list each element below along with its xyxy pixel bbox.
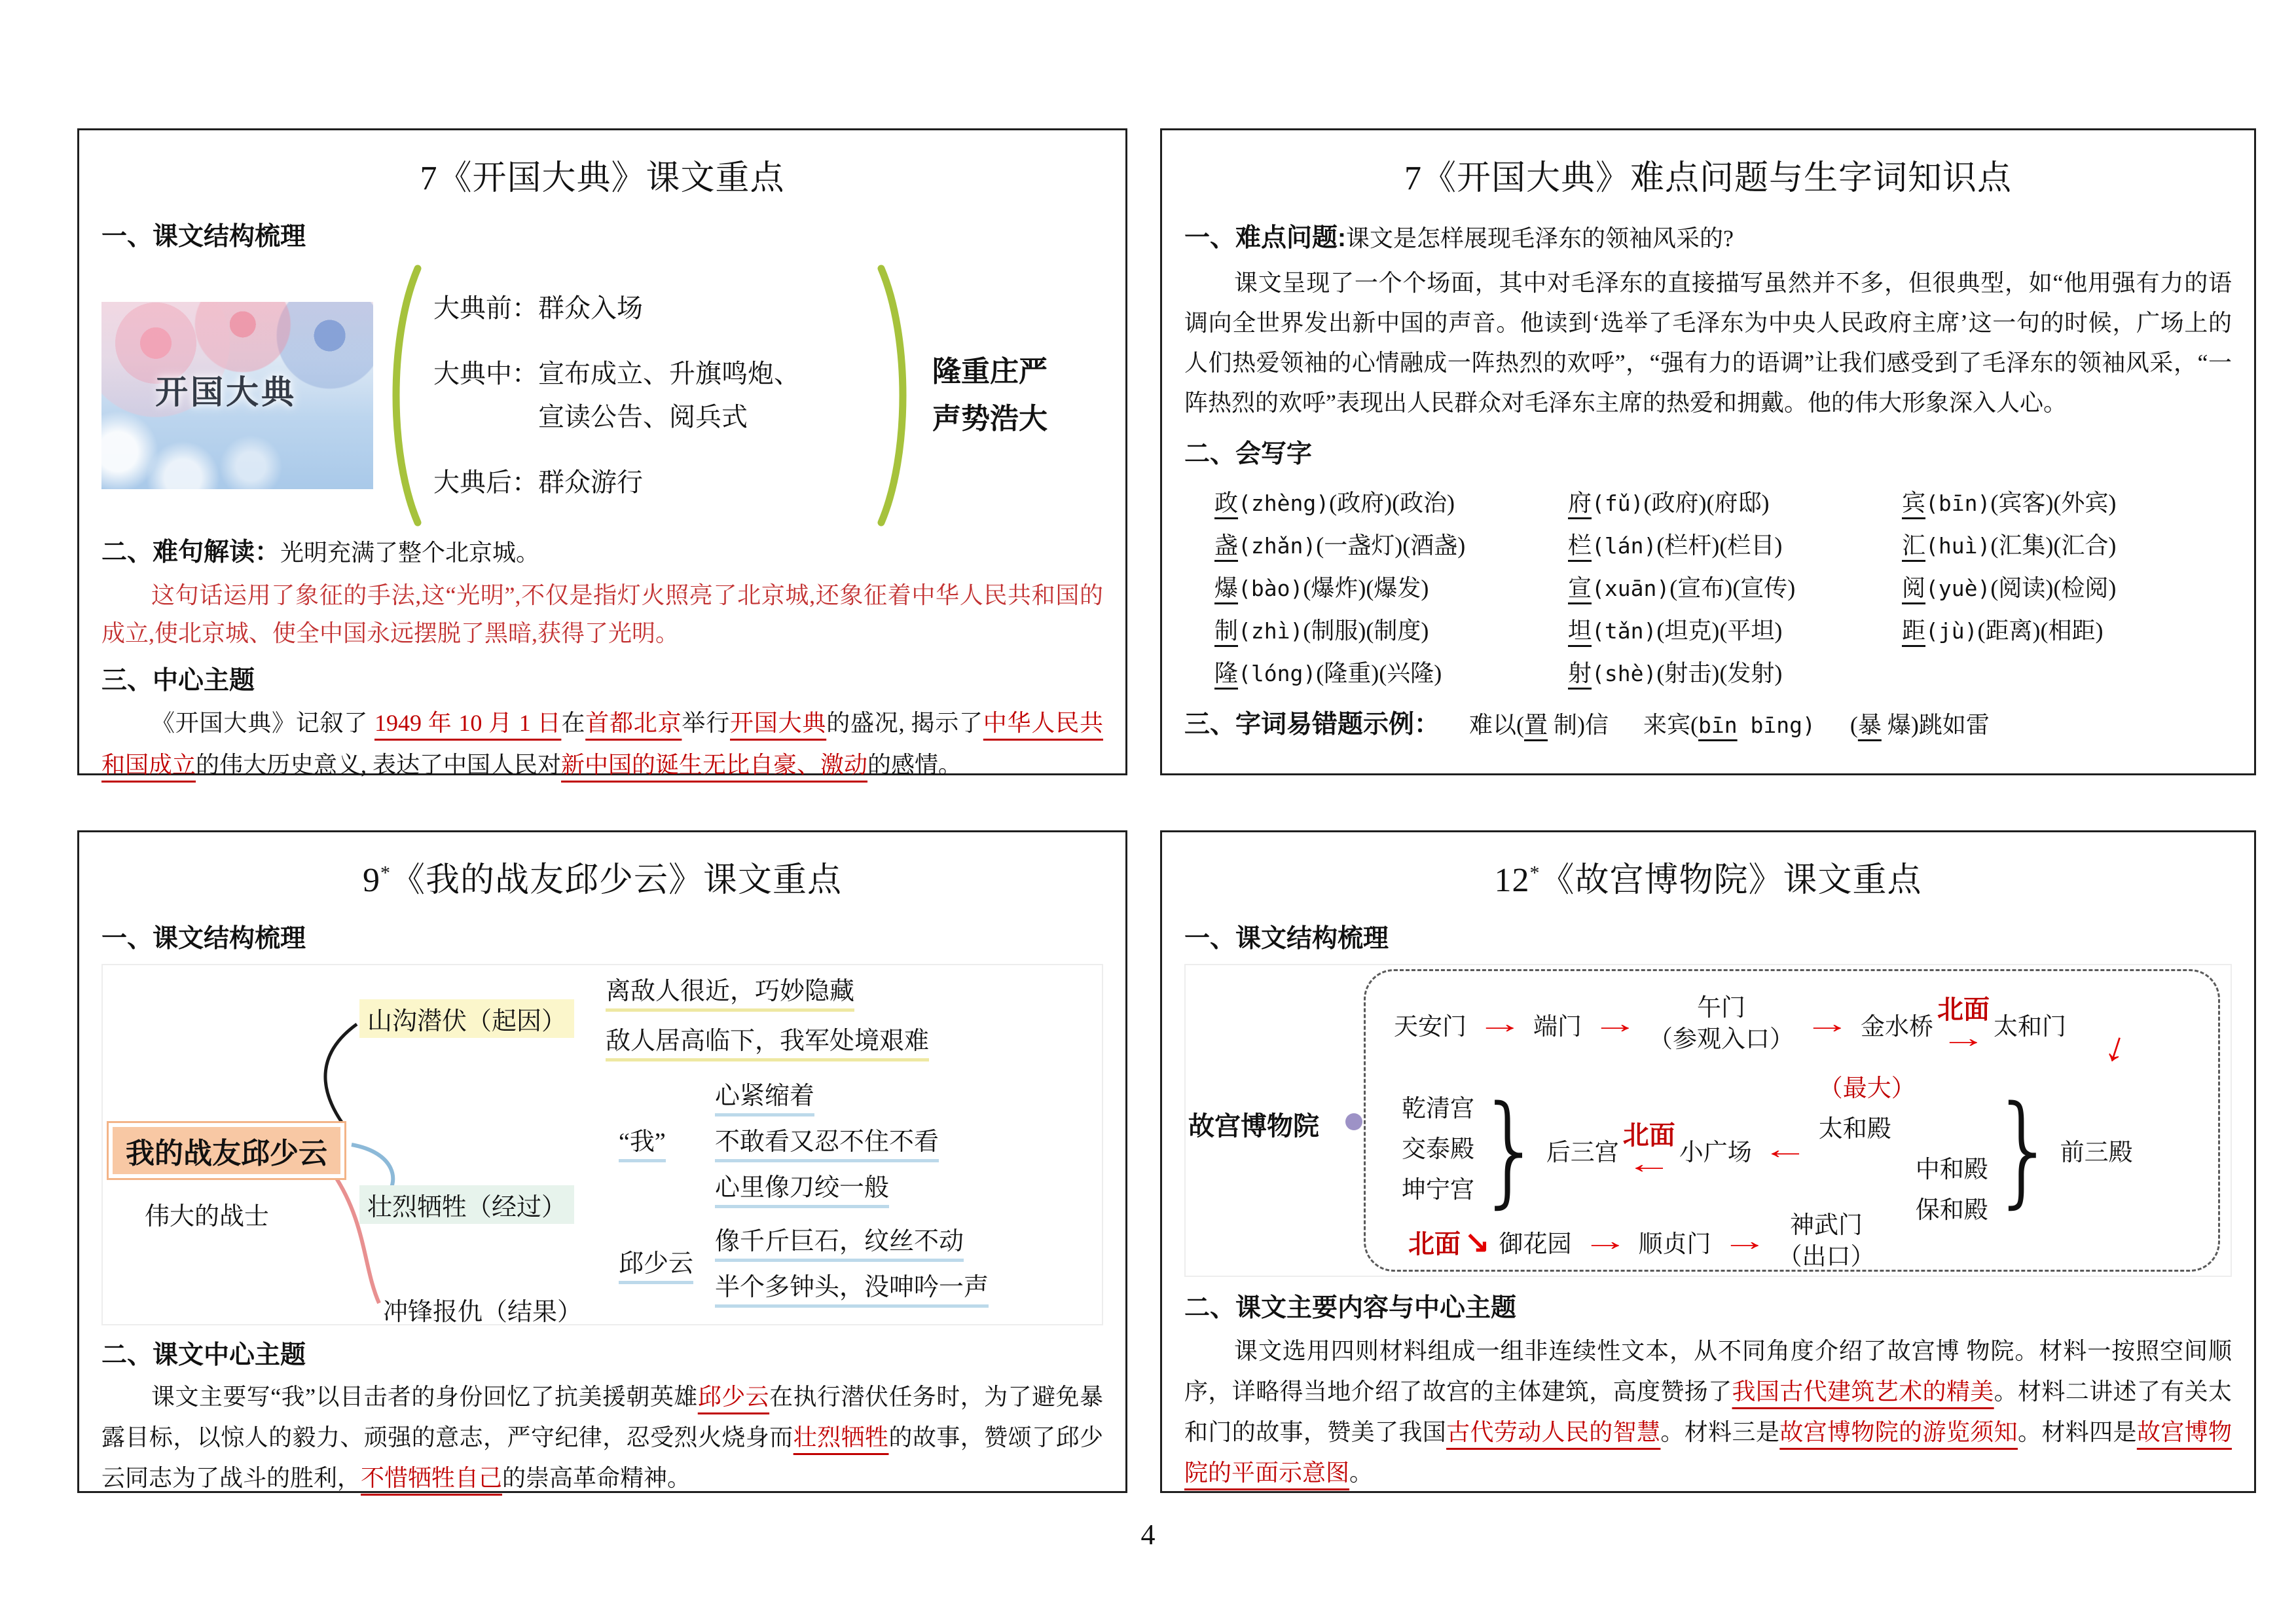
- lesson-number: 9: [362, 862, 380, 899]
- pinyin: (zhèng): [1238, 490, 1330, 516]
- pinyin: (bīn): [1925, 490, 1991, 516]
- head-char: 阅: [1902, 575, 1926, 601]
- page-title: 7《开国大典》难点问题与生字词知识点: [1404, 160, 2012, 197]
- route-node-sub: （出口）: [1777, 1244, 1875, 1270]
- head-char: 射: [1568, 660, 1592, 686]
- pinyin: (lóng): [1238, 661, 1317, 686]
- palace-name: 乾清宫: [1402, 1096, 1474, 1122]
- summary-line: 隆重庄严: [932, 356, 1048, 388]
- arrow-right-icon: →: [1476, 1009, 1523, 1039]
- text-segment: 的崇高革命精神。: [502, 1465, 691, 1491]
- words-column: [1902, 482, 2116, 695]
- highlight-segment: 壮烈牺牲: [793, 1424, 889, 1450]
- arrow-right-icon: →: [1940, 1024, 1987, 1054]
- word-entry: [1214, 567, 1568, 610]
- word-entry: [1902, 525, 2116, 567]
- route-row-2: [1402, 1069, 2133, 1231]
- example-words: (一盏灯)(酒盏): [1316, 532, 1466, 559]
- hard-sentence-line: [101, 533, 1103, 572]
- right-brace-shape: [875, 265, 917, 526]
- pinyin: (shè): [1592, 661, 1657, 686]
- arrow-down-right-icon: ↘: [1465, 1225, 1490, 1259]
- palace-name: 太和殿: [1818, 1116, 1891, 1143]
- word-entry: [1902, 610, 2116, 652]
- list-item: 大典中：宣布成立、升旗鸣炮、: [433, 359, 800, 388]
- map-sub-label-qiu: 邱少云: [619, 1243, 693, 1284]
- labeled-arrow: [1937, 995, 1990, 1053]
- highlight-segment: 古代劳动人民的智慧: [1446, 1419, 1661, 1445]
- underlined-answer: bīn: [1698, 712, 1738, 738]
- word-entry: [1568, 525, 1902, 567]
- text-segment: 难以(: [1469, 712, 1525, 738]
- map-sub-label-me: “我”: [619, 1121, 666, 1162]
- word-entry: [1902, 567, 2116, 610]
- word-entry: [1568, 610, 1902, 652]
- lesson-number: 12: [1494, 862, 1530, 899]
- head-char: 栏: [1568, 532, 1592, 559]
- max-label: （最大）: [1818, 1075, 1916, 1102]
- example-words: (隆重)(兴隆): [1316, 660, 1442, 686]
- text-segment: (: [1850, 712, 1858, 738]
- text-segment: 来宾(: [1643, 712, 1699, 738]
- hard-sentence-note: 这句话运用了象征的手法,这“光明”,不仅是指灯火照亮了北京城,还象征着中华人民共和国的成立,使北京城、使全中国永远摆脱了黑暗,获得了光明。: [101, 582, 1103, 646]
- underlined-answer: 置: [1524, 712, 1548, 738]
- head-char: 坦: [1568, 618, 1592, 644]
- highlight-segment: 故宫博物院的游览须知: [1779, 1419, 2018, 1445]
- word-entry: [1214, 482, 1568, 525]
- summary-label: [932, 348, 1048, 443]
- section-head-hard-sentence: 二、难句解读：: [101, 538, 281, 566]
- example-words: (坦克)(平坦): [1656, 618, 1783, 644]
- brace-icon: }: [1477, 1079, 1544, 1220]
- text-segment: 课文选用四则材料组成一组非连续性文本，从不同角度介绍了故宫博 物院。材料一按照空间顺序，详略得当地介绍了故宫的主体建筑，高度赞扬了: [1184, 1338, 2232, 1405]
- text-segment: bīng): [1737, 712, 1815, 738]
- pinyin: (tǎn): [1592, 618, 1657, 644]
- fireworks-image: [101, 302, 373, 489]
- word-entry: [1214, 525, 1568, 567]
- text-segment: 在: [561, 710, 586, 736]
- map-center-subtitle: 伟大的战士: [145, 1203, 270, 1230]
- panel-qiushaoyun-keypoints: [77, 830, 1127, 1493]
- palace-name: 坤宁宫: [1402, 1177, 1474, 1204]
- example-words: (射击)(发射): [1656, 660, 1783, 686]
- panel-kaiguodadian-words: [1160, 128, 2256, 775]
- page-title: 7《开国大典》课文重点: [420, 160, 785, 197]
- image-caption: 开国大典: [155, 374, 297, 411]
- head-char: 府: [1568, 490, 1592, 516]
- head-char: 政: [1214, 490, 1239, 516]
- north-label: 北面: [1408, 1229, 1461, 1259]
- route-node: 御花园: [1499, 1231, 1572, 1258]
- text-segment: 的盛况, 揭示了: [826, 710, 983, 736]
- example-words: (政府)(府邸): [1643, 490, 1770, 516]
- map-note: 不敢看又忍不住不看: [715, 1121, 939, 1162]
- brace-icon: }: [1990, 1079, 2058, 1220]
- highlight-segment: 1949 年 10 月 1 日: [374, 710, 562, 736]
- highlight-segment: 邱少云: [697, 1384, 770, 1410]
- route-node: 小广场: [1679, 1139, 1752, 1166]
- map-branch-cause: 山沟潜伏（起因）: [359, 999, 574, 1038]
- error-example: [1643, 712, 1815, 738]
- route-node-name: 午门: [1697, 995, 1745, 1022]
- route-row-3: [1408, 1210, 1875, 1273]
- section-head-structure: 一、课文结构梳理: [101, 223, 306, 251]
- route-node: 顺贞门: [1638, 1231, 1711, 1258]
- writing-words-grid: [1184, 482, 2232, 695]
- underlined-answer: 暴: [1857, 712, 1882, 738]
- panel-gugong-keypoints: [1160, 830, 2256, 1493]
- arrow-right-icon: →: [1804, 1009, 1851, 1039]
- map-branch-result: 冲锋报仇（结果）: [383, 1299, 583, 1326]
- head-char: 隆: [1214, 660, 1239, 686]
- map-note: 心紧缩着: [715, 1075, 814, 1116]
- section-head-error-examples: 三、字词易错题示例：: [1184, 710, 1440, 739]
- text-segment: 在执行潜伏任务时，为了避免暴露目标，以惊人的毅力、顽强的意志，严守纪律，忍受烈火烧身而: [101, 1384, 1103, 1450]
- section-head-structure: 一、课文结构梳理: [1184, 925, 1389, 953]
- section-head-theme: 二、课文中心主题: [101, 1341, 306, 1369]
- map-note: 离敌人很近，巧妙隐藏: [606, 970, 854, 1012]
- palace-name: 交泰殿: [1402, 1136, 1474, 1163]
- map-center-node: 我的战友邱少云: [107, 1121, 346, 1180]
- arrow-right-icon: →: [1721, 1227, 1768, 1257]
- example-words: (汇集)(汇合): [1990, 532, 2117, 559]
- palace-name: 中和殿: [1915, 1156, 1988, 1183]
- map-note: 半个多钟头，没呻吟一声: [715, 1266, 989, 1308]
- words-column: [1214, 482, 1568, 695]
- asterisk: *: [380, 862, 391, 884]
- route-node-name: 神武门: [1790, 1212, 1863, 1239]
- page-title: [101, 852, 1103, 901]
- example-words: (栏杆)(栏目): [1656, 532, 1783, 559]
- panel-kaiguodadian-keypoints: [77, 128, 1127, 778]
- head-char: 爆: [1214, 575, 1239, 601]
- text-segment: 。材料二讲述了有关太和门的故事，赞美了我国: [1184, 1378, 2232, 1445]
- palace-group-rear: [1402, 1089, 1474, 1211]
- head-char: 距: [1902, 618, 1926, 644]
- example-words: (阅读)(检阅): [1990, 575, 2117, 601]
- text-segment: 《开国大典》记叙了: [151, 710, 374, 736]
- highlight-segment: 中华人民共和国成立: [101, 710, 1103, 778]
- text-segment: 。材料三是: [1660, 1419, 1780, 1445]
- section-head-theme: 三、中心主题: [101, 667, 255, 695]
- lesson-title: 《我的战友邱少云》课文重点: [390, 862, 842, 899]
- map-note: 敌人居高临下，我军处境艰难: [606, 1020, 929, 1061]
- head-char: 汇: [1902, 532, 1926, 559]
- list-item: 大典前：群众入场: [433, 293, 643, 323]
- word-entry: [1568, 567, 1902, 610]
- pinyin: (huì): [1925, 533, 1991, 559]
- example-words: (政府)(政治): [1329, 490, 1455, 516]
- highlight-segment: 不惜牺牲自己: [361, 1465, 503, 1491]
- example-words: (制服)(制度): [1303, 618, 1429, 644]
- map-branch-process: 壮烈牺牲（经过）: [359, 1185, 574, 1224]
- page-title: [1184, 852, 2232, 901]
- highlight-segment: 我国古代建筑艺术的精美: [1732, 1378, 1994, 1405]
- list-item: 宣读公告、阅兵式: [538, 402, 748, 432]
- highlight-segment: 开国大典: [730, 710, 827, 736]
- section-head-question: 一、难点问题:: [1184, 224, 1346, 252]
- palace-group-front: [1819, 1069, 1988, 1231]
- north-label: 北面: [1622, 1121, 1675, 1150]
- map-note: 像千斤巨石，纹丝不动: [715, 1221, 964, 1262]
- highlight-segment: 新中国的诞生无比自豪、激动: [561, 752, 868, 778]
- pinyin: (xuān): [1592, 576, 1670, 601]
- hard-sentence: 光明充满了整个北京城。: [280, 540, 540, 566]
- route-node-dot: [1345, 1113, 1362, 1130]
- section-head-structure: 一、课文结构梳理: [101, 925, 306, 953]
- text-segment: 的故事，赞颂了邱少云同志为了战斗的胜利，: [101, 1424, 1103, 1491]
- route-node: [1778, 1210, 1875, 1273]
- arrow-left-icon: ←: [1626, 1149, 1673, 1179]
- text-segment: 爆)跳如雷: [1881, 712, 1990, 738]
- text-segment: 课文主要写“我”以目击者的身份回忆了抗美援朝英雄: [151, 1384, 698, 1410]
- pinyin: (lán): [1592, 533, 1657, 559]
- theme-paragraph: [1184, 1331, 2232, 1493]
- list-item: 大典后：群众游行: [433, 468, 643, 497]
- example-words: (距离)(相距): [1977, 618, 2104, 644]
- highlight-segment: 故宫博物院的平面示意图: [1184, 1419, 2232, 1486]
- pinyin: (zhǎn): [1238, 533, 1317, 559]
- asterisk: *: [1529, 862, 1540, 884]
- text-segment: 制)信: [1548, 712, 1609, 738]
- route-node: 天安门: [1394, 1014, 1467, 1041]
- question-answer-paragraph: 课文呈现了一个个场面，其中对毛泽东的直接描写虽然并不多，但很典型，如“他用强有力的语调向全世界发出新中国的声音。他读到‘选举了毛泽东为中央人民政府主席’这一句的时候，广场上的人们热爱领袖的心情融成一阵热烈的欢呼”，“强有力的语调”让我们感受到了毛泽东的领袖风采，“一阵热烈的欢呼”表现出人民群众对毛泽东主席的热爱和拥戴。他的伟大形象深入人心。: [1184, 270, 2232, 416]
- highlight-segment: 首都北京: [585, 710, 682, 736]
- word-entry: [1568, 482, 1902, 525]
- page-number: 4: [1140, 1519, 1156, 1551]
- words-column: [1568, 482, 1902, 695]
- pinyin: (bào): [1238, 576, 1303, 601]
- route-node: 前三殿: [2060, 1139, 2133, 1166]
- pinyin: (yuè): [1925, 576, 1991, 601]
- text-segment: 举行: [682, 710, 730, 736]
- section-head-writing-words: 二、会写字: [1184, 440, 1313, 468]
- left-brace-shape: [382, 265, 424, 526]
- error-example: [1469, 712, 1609, 738]
- text-segment: 的伟大历史意义, 表达了中国人民对: [196, 752, 562, 778]
- text-segment: 。: [1349, 1460, 1374, 1486]
- word-entry: [1214, 610, 1568, 652]
- lesson-title: 《故宫博物院》课文重点: [1540, 862, 1922, 899]
- route-node-sub: （参观入口）: [1649, 1026, 1794, 1053]
- word-entry: [1568, 652, 1902, 695]
- palace-line: [1819, 1069, 1988, 1150]
- section-head-theme: 二、课文主要内容与中心主题: [1184, 1294, 1517, 1322]
- route-row-1: [1394, 993, 2066, 1056]
- word-entry: [1902, 482, 2116, 525]
- text-segment: 。材料四是: [2017, 1419, 2137, 1445]
- pinyin: (fǔ): [1592, 490, 1644, 516]
- labeled-arrow: [1623, 1121, 1675, 1179]
- map-note: 心里像刀绞一般: [715, 1167, 889, 1208]
- route-node: 金水桥: [1861, 1014, 1933, 1041]
- arrow-right-icon: →: [1592, 1009, 1639, 1039]
- route-node: 端门: [1533, 1014, 1582, 1041]
- theme-paragraph: [101, 702, 1103, 786]
- example-words: (宾客)(外宾): [1990, 490, 2117, 516]
- error-examples-line: [1184, 705, 2232, 745]
- pinyin: (zhì): [1238, 618, 1303, 644]
- structure-figure: [101, 265, 1103, 526]
- question-text: 课文是怎样展现毛泽东的领袖风采的?: [1346, 225, 1734, 251]
- difficult-question-line: [1184, 219, 2232, 258]
- route-node: [1649, 993, 1794, 1056]
- route-diagram: [1184, 964, 2232, 1277]
- error-example: [1850, 712, 1990, 738]
- arrow-down-icon: ↓: [2099, 1021, 2134, 1073]
- example-words: (爆炸)(爆发): [1303, 575, 1429, 601]
- north-label: 北面: [1937, 995, 1990, 1024]
- head-char: 盏: [1214, 532, 1239, 559]
- arrow-right-icon: →: [1581, 1227, 1629, 1257]
- summary-line: 声势浩大: [932, 403, 1048, 435]
- structure-list: [433, 287, 866, 504]
- text-segment: 的感情。: [867, 752, 962, 778]
- example-words: (宣布)(宣传): [1669, 575, 1796, 601]
- theme-paragraph: [101, 1376, 1103, 1498]
- palace-name: 保和殿: [1915, 1197, 1988, 1224]
- route-node: 后三宫: [1546, 1139, 1619, 1166]
- route-root-label: 故宫博物院: [1188, 1111, 1319, 1141]
- route-node: 太和门: [1994, 1014, 2066, 1041]
- arrow-left-icon: ←: [1762, 1135, 1809, 1165]
- word-entry: [1214, 652, 1568, 695]
- head-char: 宣: [1568, 575, 1592, 601]
- mind-map: [101, 964, 1103, 1325]
- head-char: 宾: [1902, 490, 1926, 516]
- head-char: 制: [1214, 618, 1239, 644]
- pinyin: (jù): [1925, 618, 1978, 644]
